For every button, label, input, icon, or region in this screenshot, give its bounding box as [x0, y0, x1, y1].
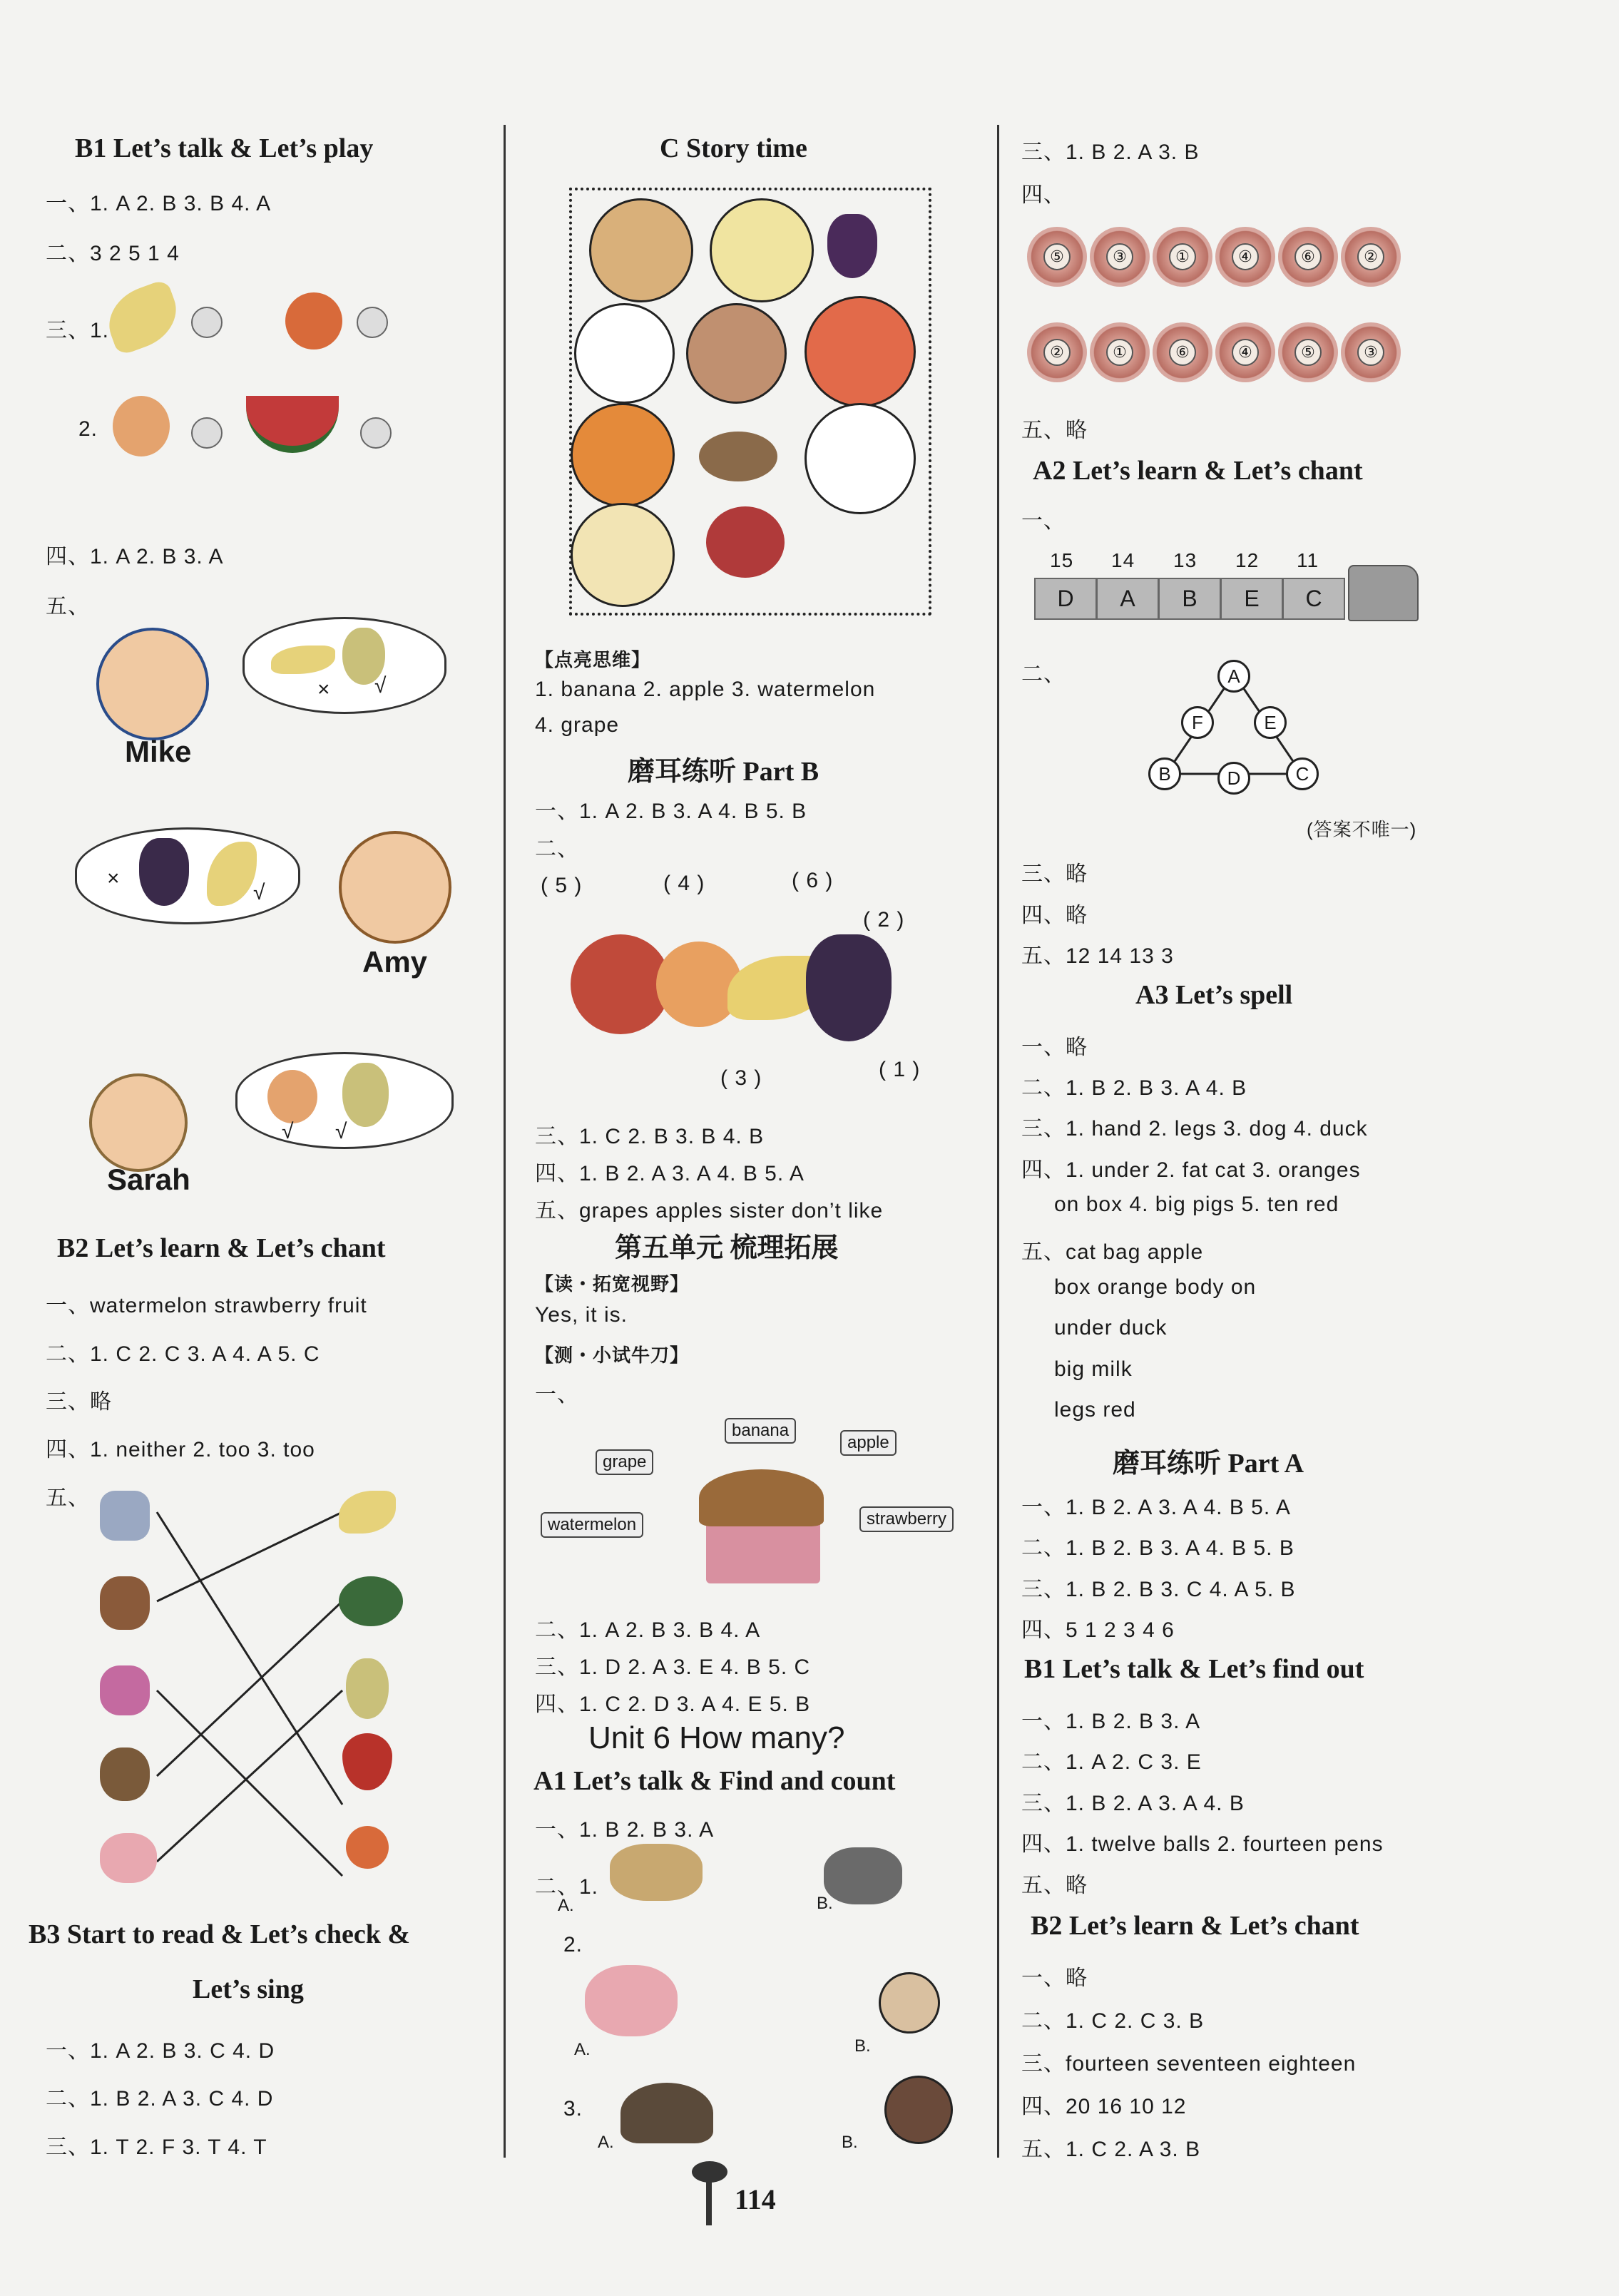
pear-icon — [342, 1063, 389, 1127]
flower-number: ③ — [1106, 243, 1133, 270]
train-number: 12 — [1235, 549, 1260, 571]
chicken-icon — [686, 303, 787, 404]
answer-line: legs red — [1054, 1398, 1136, 1422]
fruit-pile-icon — [699, 1469, 824, 1526]
section-title-a1: A1 Let’s talk & Find and count — [533, 1766, 896, 1796]
flower-number: ⑤ — [1294, 339, 1322, 366]
boy-avatar — [96, 628, 209, 740]
flower-icon — [1215, 227, 1275, 287]
answer-line: 五、 — [46, 595, 90, 618]
section-title-listening-b: 磨耳练听 Part B — [628, 757, 819, 787]
orange-icon — [571, 403, 675, 507]
flower-row-2 — [1027, 322, 1426, 387]
answer-line: 四、1. B 2. A 3. A 4. B 5. A — [535, 1162, 805, 1185]
answer-line: 二、1. A 2. B 3. B 4. A — [535, 1618, 761, 1642]
ball-icon — [884, 2076, 953, 2144]
answer-line: 二、 — [1021, 663, 1066, 686]
triangle-node: C — [1286, 757, 1319, 790]
answer-line: 一、1. A 2. B 3. C 4. D — [46, 2039, 275, 2063]
triangle-node: B — [1148, 757, 1181, 790]
answer-line: 四、 — [1021, 183, 1066, 207]
character-name-mike: Mike — [125, 735, 192, 768]
unit6-title: Unit 6 How many? — [588, 1720, 845, 1755]
section-title-a3: A3 Let’s spell — [1135, 980, 1293, 1010]
answer-line: 二、3 2 5 1 4 — [46, 242, 180, 265]
tip-heading: 【点亮思维】 — [535, 649, 651, 670]
answer-line: 三、1. hand 2. legs 3. dog 4. duck — [1021, 1117, 1368, 1141]
flower-icon — [1215, 322, 1275, 382]
label-strawberry: strawberry — [859, 1506, 954, 1532]
section-title-b2: B2 Let’s learn & Let’s chant — [57, 1233, 386, 1263]
answer-line: 一、 — [535, 1383, 579, 1407]
cap-icon — [620, 2083, 713, 2143]
answer-line: 3. — [563, 2097, 583, 2121]
answer-line: 五、略 — [1021, 1874, 1088, 1897]
fruit-number: ( 6 ) — [792, 869, 834, 892]
train-letter: B — [1182, 586, 1197, 611]
banana-icon — [99, 278, 185, 356]
section-title-listening-a: 磨耳练听 Part A — [1113, 1449, 1304, 1479]
train-car — [1158, 578, 1221, 620]
answer-line: 一、略 — [1021, 1966, 1088, 1990]
answer-line: 4. grape — [535, 713, 620, 737]
smile-icon — [191, 307, 223, 338]
train-letter: E — [1244, 586, 1260, 611]
train-car — [1282, 578, 1345, 620]
answer-line: 四、1. C 2. D 3. A 4. E 5. B — [535, 1693, 811, 1716]
monkey-icon — [879, 1972, 940, 2034]
label-apple: apple — [840, 1430, 897, 1456]
answer-line: 一、略 — [1021, 1036, 1088, 1059]
answer-line: 四、1. under 2. fat cat 3. oranges — [1021, 1158, 1361, 1182]
answer-line: 三、1. D 2. A 3. E 4. B 5. C — [535, 1655, 811, 1679]
milk-icon — [574, 303, 675, 404]
answer-line: 一、1. A 2. B 3. B 4. A — [46, 192, 272, 215]
answer-line: on box 4. big pigs 5. ten red — [1054, 1193, 1339, 1216]
option-label-b: B. — [817, 1894, 833, 1913]
check-mark: √ — [374, 674, 387, 698]
flower-number: ② — [1357, 243, 1384, 270]
section-title-a2: A2 Let’s learn & Let’s chant — [1033, 456, 1363, 486]
answer-line: 2. — [78, 417, 98, 441]
answer-line: under duck — [1054, 1316, 1168, 1340]
grapes-icon — [806, 934, 892, 1041]
answer-line: 一、1. B 2. B 3. A — [1021, 1710, 1201, 1733]
section-title-b3: B3 Start to read & Let’s check & — [29, 1919, 411, 1949]
answer-line: 五、1. C 2. A 3. B — [1021, 2138, 1201, 2161]
answer-line: 二、1. C 2. C 3. A 4. A 5. C — [46, 1342, 320, 1366]
watermelon-icon — [246, 396, 339, 453]
flower-icon — [1090, 227, 1150, 287]
fruit-number: ( 1 ) — [879, 1058, 921, 1081]
answer-line: 一、1. A 2. B 3. A 4. B 5. B — [535, 800, 807, 823]
label-banana: banana — [725, 1418, 796, 1444]
smile-icon — [357, 307, 388, 338]
check-mark: √ — [282, 1120, 295, 1143]
answer-line: 四、1. A 2. B 3. A — [46, 545, 224, 568]
answer-line: 四、1. neither 2. too 3. too — [46, 1438, 315, 1461]
answer-line: 四、20 16 10 12 — [1021, 2095, 1187, 2118]
girl-avatar — [89, 1073, 188, 1172]
smile-icon — [191, 417, 223, 449]
juice-icon — [571, 503, 675, 607]
train-car — [1096, 578, 1159, 620]
section-title-b3-cont: Let’s sing — [193, 1974, 304, 2004]
flower-icon — [1278, 227, 1338, 287]
answer-line: 二、1. A 2. C 3. E — [1021, 1750, 1202, 1774]
section-title-b2-unit6: B2 Let’s learn & Let’s chant — [1031, 1911, 1359, 1941]
answer-line: 三、略 — [46, 1390, 112, 1414]
train-number: 11 — [1297, 549, 1319, 571]
flower-number: ① — [1169, 243, 1196, 270]
train-number: 15 — [1050, 549, 1074, 571]
option-label-a: A. — [598, 2133, 614, 2152]
strawberry-icon — [706, 506, 785, 578]
section-title-b1-unit6: B1 Let’s talk & Let’s find out — [1024, 1654, 1364, 1684]
cola-icon — [805, 403, 916, 514]
grapes-icon — [139, 838, 189, 906]
answer-line: 五、cat bag apple — [1021, 1240, 1204, 1264]
flower-number: ⑥ — [1169, 339, 1196, 366]
triangle-node: E — [1254, 706, 1287, 739]
train-letter: D — [1057, 586, 1074, 611]
bird-icon — [100, 1665, 150, 1715]
answer-note: (答案不唯一) — [1307, 819, 1417, 840]
flower-icon — [1027, 227, 1087, 287]
sandwich-icon — [589, 198, 693, 302]
answer-line: 三、1. — [46, 319, 110, 342]
section-title-unit5: 第五单元 梳理拓展 — [615, 1233, 839, 1263]
fruit-number: ( 2 ) — [863, 908, 905, 932]
answer-line: 二、1. B 2. B 3. A 4. B 5. B — [1021, 1536, 1294, 1560]
flower-icon — [1278, 322, 1338, 382]
answer-line: 二、1. C 2. C 3. B — [1021, 2009, 1205, 2033]
answer-line: 1. banana 2. apple 3. watermelon — [535, 678, 876, 701]
section-title-c: C Story time — [660, 133, 807, 163]
answer-line: 一、1. B 2. A 3. A 4. B 5. A — [1021, 1496, 1291, 1519]
pear-icon — [346, 1658, 389, 1719]
flower-number: ④ — [1232, 243, 1259, 270]
triangle-node: F — [1181, 706, 1214, 739]
answer-line: 四、5 1 2 3 4 6 — [1021, 1618, 1175, 1642]
flower-icon — [1090, 322, 1150, 382]
flower-number: ① — [1106, 339, 1133, 366]
fruit-number: ( 4 ) — [663, 872, 705, 895]
flower-icon — [1153, 322, 1212, 382]
answer-line: 三、1. B 2. A 3. A 4. B — [1021, 1792, 1245, 1815]
monkeys-image — [610, 1844, 703, 1901]
label-grape: grape — [596, 1449, 653, 1475]
monkey-icon — [100, 1747, 150, 1801]
triangle-node: D — [1217, 762, 1250, 795]
answer-line: 2. — [563, 1933, 583, 1956]
flower-row-1 — [1027, 227, 1426, 291]
train-letter: A — [1120, 586, 1135, 611]
flower-number: ③ — [1357, 339, 1384, 366]
matching-lines — [143, 1484, 357, 1904]
answer-line: 三、1. T 2. F 3. T 4. T — [46, 2136, 267, 2159]
cross-mark: × — [107, 867, 121, 890]
palm-tree-icon — [692, 2161, 727, 2225]
option-label-a: A. — [574, 2040, 591, 2059]
answer-line: 二、1. B 2. B 3. A 4. B — [1021, 1076, 1247, 1100]
answer-line: 五、 — [46, 1486, 90, 1510]
melon-icon — [699, 432, 777, 481]
orange-icon — [346, 1826, 389, 1869]
answer-line: 二、1. — [535, 1875, 599, 1899]
cats-image — [824, 1847, 902, 1904]
apple-icon — [571, 934, 670, 1034]
answer-line: 二、 — [535, 837, 579, 861]
fruit-number: ( 3 ) — [720, 1066, 762, 1090]
answer-line: 一、watermelon strawberry fruit — [46, 1294, 367, 1317]
column-divider-right — [997, 125, 999, 2158]
flower-number: ⑥ — [1294, 243, 1322, 270]
train-letter: C — [1305, 586, 1322, 611]
answer-line: 五、12 14 13 3 — [1021, 944, 1174, 968]
answer-line: 四、1. twelve balls 2. fourteen pens — [1021, 1832, 1384, 1856]
check-mark: √ — [335, 1120, 348, 1143]
fruit-pile-image — [571, 913, 927, 1056]
peach-icon — [267, 1070, 317, 1123]
orange-icon — [285, 292, 342, 349]
option-label-b: B. — [842, 2133, 858, 2152]
cross-mark: × — [317, 678, 331, 701]
section-title-b1: B1 Let’s talk & Let’s play — [75, 133, 374, 163]
flower-number: ② — [1043, 339, 1071, 366]
grapes-icon — [827, 214, 877, 278]
pig-icon — [100, 1833, 157, 1883]
answer-line: 三、fourteen seventeen eighteen — [1021, 2052, 1357, 2076]
peach-icon — [113, 396, 170, 456]
answer-line: 三、1. B 2. B 3. C 4. A 5. B — [1021, 1578, 1296, 1601]
bear-icon — [100, 1576, 150, 1630]
locomotive-icon — [1348, 565, 1419, 621]
answer-line: 五、grapes apples sister don’t like — [535, 1199, 884, 1223]
apple-icon — [805, 296, 916, 407]
train-car — [1034, 578, 1097, 620]
pig-icon — [585, 1965, 678, 2036]
train-image — [1034, 549, 1419, 628]
answer-line: 五、略 — [1021, 419, 1088, 442]
option-label-a: A. — [558, 1896, 574, 1915]
character-name-amy: Amy — [362, 945, 428, 979]
column-divider-left — [504, 125, 506, 2158]
fruit-number: ( 5 ) — [541, 874, 583, 897]
answer-line: 四、略 — [1021, 904, 1088, 927]
elephant-icon — [100, 1491, 150, 1541]
label-watermelon: watermelon — [541, 1512, 643, 1538]
girl-avatar — [339, 831, 451, 944]
answer-line: 一、 — [1021, 509, 1066, 533]
read-heading: 【读・拓宽视野】 — [535, 1273, 690, 1295]
answer-line: 三、略 — [1021, 862, 1088, 886]
flower-icon — [1153, 227, 1212, 287]
train-number: 14 — [1111, 549, 1135, 571]
train-number: 13 — [1173, 549, 1197, 571]
flower-icon — [1341, 227, 1401, 287]
flower-icon — [1027, 322, 1087, 382]
triangle-node: A — [1217, 660, 1250, 693]
answer-line: 三、1. B 2. A 3. B — [1021, 141, 1200, 164]
page-number: 114 — [735, 2183, 776, 2215]
smile-icon — [360, 417, 392, 449]
answer-line: big milk — [1054, 1357, 1133, 1381]
flower-number: ⑤ — [1043, 243, 1071, 270]
check-mark: √ — [253, 881, 266, 904]
fruit-basket-image — [699, 1455, 824, 1591]
banana-icon — [710, 198, 814, 302]
option-label-b: B. — [854, 2036, 871, 2056]
character-name-sarah: Sarah — [107, 1163, 190, 1196]
answer-line: box orange body on — [1054, 1275, 1257, 1299]
answer-line: 一、1. B 2. B 3. A — [535, 1818, 715, 1842]
train-car — [1220, 578, 1283, 620]
flower-number: ④ — [1232, 339, 1259, 366]
answer-line: 二、1. B 2. A 3. C 4. D — [46, 2087, 274, 2111]
answer-line: 三、1. C 2. B 3. B 4. B — [535, 1125, 765, 1148]
answer-line: Yes, it is. — [535, 1303, 628, 1327]
test-heading: 【测・小试牛刀】 — [535, 1345, 690, 1366]
watermelon-icon — [339, 1576, 403, 1626]
flower-icon — [1341, 322, 1401, 382]
